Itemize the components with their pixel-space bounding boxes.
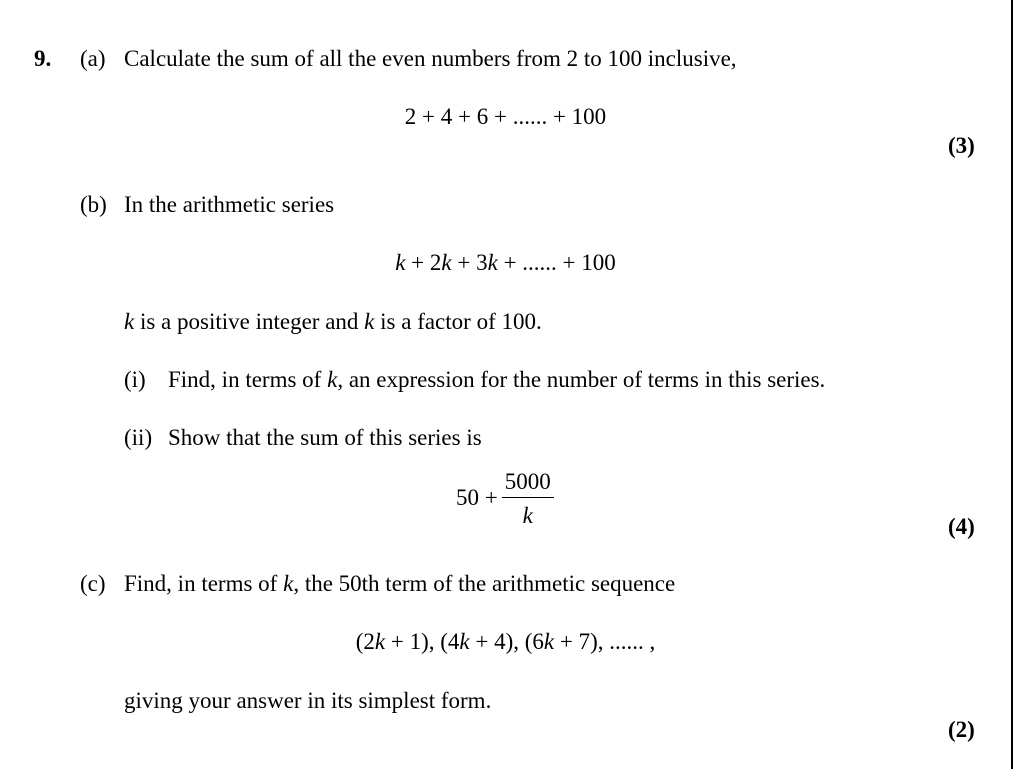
fraction-denominator: k [522, 502, 533, 528]
part-a-prompt: Calculate the sum of all the even numbers from 2 to 100 inclusive, [124, 46, 737, 71]
part-b-condition [124, 310, 542, 333]
sequence-k-3: k [543, 629, 555, 654]
sum-expression-lead: 50 + [456, 485, 498, 510]
part-c-text-2: , the 50th term of the arithmetic sequence [293, 571, 676, 596]
part-b-intro: In the arithmetic series [124, 192, 335, 217]
part-a-series: 2 + 4 + 6 + ...... + 100 [404, 104, 607, 129]
part-b-i-label: (i) [124, 367, 146, 392]
sub-i-text-1: Find, in terms of [168, 367, 328, 392]
part-b-marks: (4) [948, 514, 975, 539]
series-part-2: + 3 [451, 250, 488, 275]
series-k-1: k [395, 250, 406, 275]
sequence-k-1: k [374, 629, 386, 654]
sub-i-k: k [327, 367, 338, 392]
series-k-3: k [487, 250, 498, 275]
sum-expression [456, 466, 554, 530]
question-number: 9. [34, 46, 52, 71]
part-c-sequence [0, 630, 1011, 653]
condition-text-2: is a factor of 100. [374, 309, 542, 334]
sequence-part-3: + 4), (6 [469, 629, 544, 654]
sequence-part-2: + 1), (4 [385, 629, 460, 654]
sub-i-text-2: , an expression for the number of terms in this series. [337, 367, 826, 392]
sum-fraction [502, 470, 554, 527]
part-c-k: k [283, 571, 294, 596]
condition-k-2: k [364, 309, 375, 334]
part-c-label: (c) [80, 571, 106, 596]
part-b-i-text [168, 368, 825, 391]
part-b-ii-text: Show that the sum of this series is [168, 425, 482, 450]
sequence-part-1: (2 [355, 629, 375, 654]
part-b-series [0, 251, 1011, 274]
condition-k-1: k [124, 309, 135, 334]
fraction-numerator: 5000 [502, 470, 554, 498]
series-part-1: + 2 [405, 250, 442, 275]
sequence-k-2: k [459, 629, 470, 654]
part-c-marks: (2) [948, 717, 975, 742]
series-k-2: k [441, 250, 452, 275]
part-c-prompt [124, 572, 675, 595]
part-a-marks: (3) [948, 133, 975, 158]
sequence-part-4: + 7), ...... , [554, 629, 656, 654]
part-b-label: (b) [80, 192, 107, 217]
condition-text-1: is a positive integer and [134, 309, 365, 334]
part-c-closing: giving your answer in its simplest form. [124, 688, 492, 713]
part-c-text-1: Find, in terms of [124, 571, 284, 596]
part-b-ii-label: (ii) [124, 425, 153, 450]
part-a-label: (a) [80, 46, 106, 71]
page-right-border [1011, 0, 1013, 769]
series-part-3: + ...... + 100 [497, 250, 616, 275]
